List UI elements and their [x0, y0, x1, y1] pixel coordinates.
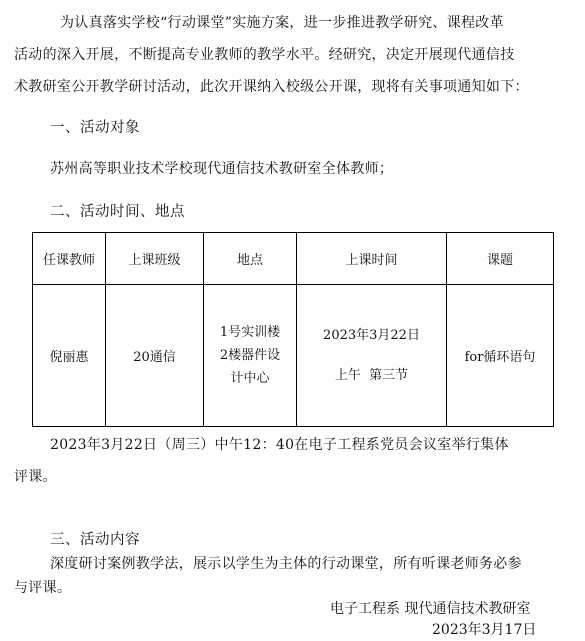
section-heading-content: 三、活动内容 [50, 532, 140, 548]
audience-text: 苏州高等职业技术学校现代通信技术教研室全体教师； [50, 161, 394, 177]
review-note-line-1: 2023年3月22日（周三）中午12：40在电子工程系党员会议室举行集体 [50, 437, 509, 453]
header-teacher: 任课教师 [33, 233, 106, 285]
review-note-line-2: 评课。 [14, 469, 57, 485]
table-row [33, 285, 554, 427]
header-class: 上课班级 [106, 233, 204, 285]
signature-department: 电子工程系 现代通信技术教研室 [330, 601, 531, 617]
content-line-2: 与评课。 [14, 580, 72, 596]
location-line-3: 计中心 [230, 371, 270, 386]
section-heading-audience: 一、活动对象 [50, 120, 140, 136]
content-line-1: 深度研讨案例教学法，展示以学生为主体的行动课堂，所有听课老师务必参 [50, 556, 522, 572]
cell-topic: for循环语句 [447, 285, 554, 427]
time-date: 2023年3月22日 [323, 327, 420, 343]
cell-class: 20通信 [106, 285, 204, 427]
header-time: 上课时间 [297, 233, 447, 285]
cell-location [204, 285, 297, 427]
table-header-row [33, 233, 554, 285]
cell-teacher: 倪丽惠 [33, 285, 106, 427]
location-line-1: 1号实训楼 [219, 325, 281, 340]
time-period: 上午 第三节 [334, 367, 409, 383]
cell-time [297, 285, 447, 427]
signature-date: 2023年3月17日 [432, 622, 537, 638]
section-heading-time-place: 二、活动时间、地点 [50, 204, 185, 220]
schedule-table [32, 232, 554, 427]
intro-line-1: 为认真落实学校“行动课堂”实施方案，进一步推进教学研究、课程改革 [60, 15, 504, 31]
header-topic: 课题 [447, 233, 554, 285]
location-line-2: 2楼器件设 [219, 348, 281, 363]
intro-line-2: 活动的深入开展，不断提高专业教师的教学水平。经研究，决定开展现代通信技 [14, 47, 515, 63]
header-location: 地点 [204, 233, 297, 285]
intro-line-3: 术教研室公开教学研讨活动，此次开课纳入校级公开课，现将有关事项通知如下： [14, 79, 529, 95]
